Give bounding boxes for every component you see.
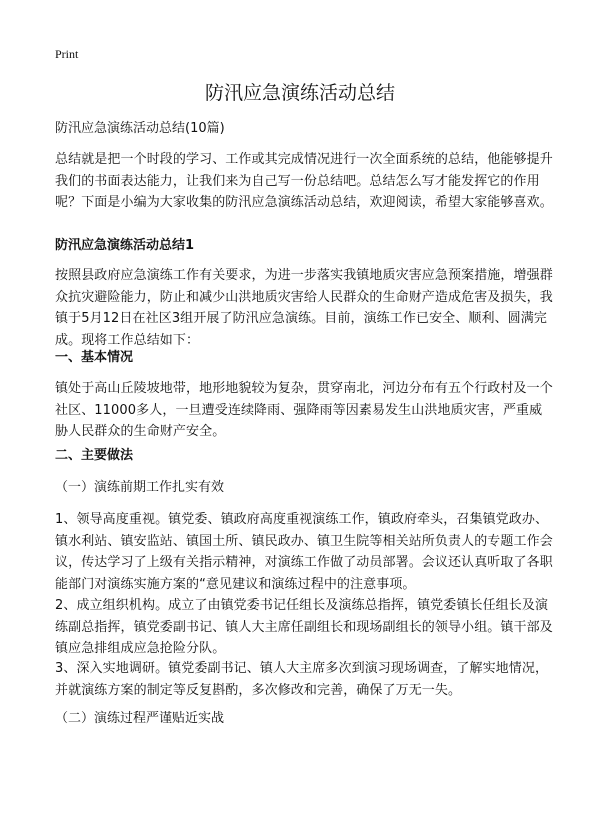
subsection-1-heading: （一）演练前期工作扎实有效	[55, 480, 225, 495]
section-1-heading: 防汛应急演练活动总结1	[55, 238, 195, 253]
document-subtitle: 防汛应急演练活动总结(10篇)	[55, 121, 225, 136]
basic-situation-heading: 一、基本情况	[55, 350, 134, 365]
intro-paragraph: 总结就是把一个时段的学习、工作或其完成情况进行一次全面系统的总结，他能够提升我们的书面表达能力，让我们来为自己写一份总结吧。总结怎么写才能发挥它的作用呢？下面是小编为大家收集的防汛应急演练活动总结，欢迎阅读，希望大家能够喜欢。	[55, 152, 553, 210]
page-title: 防汛应急演练活动总结	[204, 82, 395, 104]
basic-situation-paragraph: 镇处于高山丘陵坡地带，地形地貌较为复杂，贯穿南北，河边分布有五个行政村及一个社区、11000多人，一旦遭受连续降雨、强降雨等因素易发生山洪地质灾害，严重威胁人民群众的生命财产安全。	[55, 381, 553, 439]
section-1-paragraph: 按照县政府应急演练工作有关要求，为进一步落实我镇地质灾害应急预案措施，增强群众抗灾避险能力，防止和减少山洪地质灾害给人民群众的生命财产造成危害及损失，我镇于5月12日在社区3组开展了防汛应急演练。目前，演练工作已安全、顺利、圆满完成。现将工作总结如下：	[55, 268, 553, 348]
subsection-2-heading: （二）演练过程严谨贴近实战	[55, 711, 225, 726]
item-3-paragraph: 3、深入实地调研。镇党委副书记、镇人大主席多次到演习现场调查，了解实地情况，并就演练方案的制定等反复斟酌，多次修改和完善，确保了万无一失。	[55, 661, 549, 698]
main-practice-heading: 二、主要做法	[55, 448, 134, 463]
item-2-paragraph: 2、成立组织机构。成立了由镇党委书记任组长及演练总指挥，镇党委镇长任组长及演练副总指挥，镇党委副书记、镇人大主席任副组长和现场副组长的领导小组。镇干部及镇应急排组成应急抢险分队。	[55, 598, 553, 656]
print-label: Print	[55, 47, 79, 61]
item-1-paragraph: 1、领导高度重视。镇党委、镇政府高度重视演练工作，镇政府牵头，召集镇党政办、镇水利站、镇安监站、镇国土所、镇民政办、镇卫生院等相关站所负责人的专题工作会议，传达学习了上级有关指示精神，对演练工作做了动员部署。会议还认真听取了各职能部门对演练实施方案的“意见建议和演练过程中的注意事项。	[55, 512, 553, 592]
